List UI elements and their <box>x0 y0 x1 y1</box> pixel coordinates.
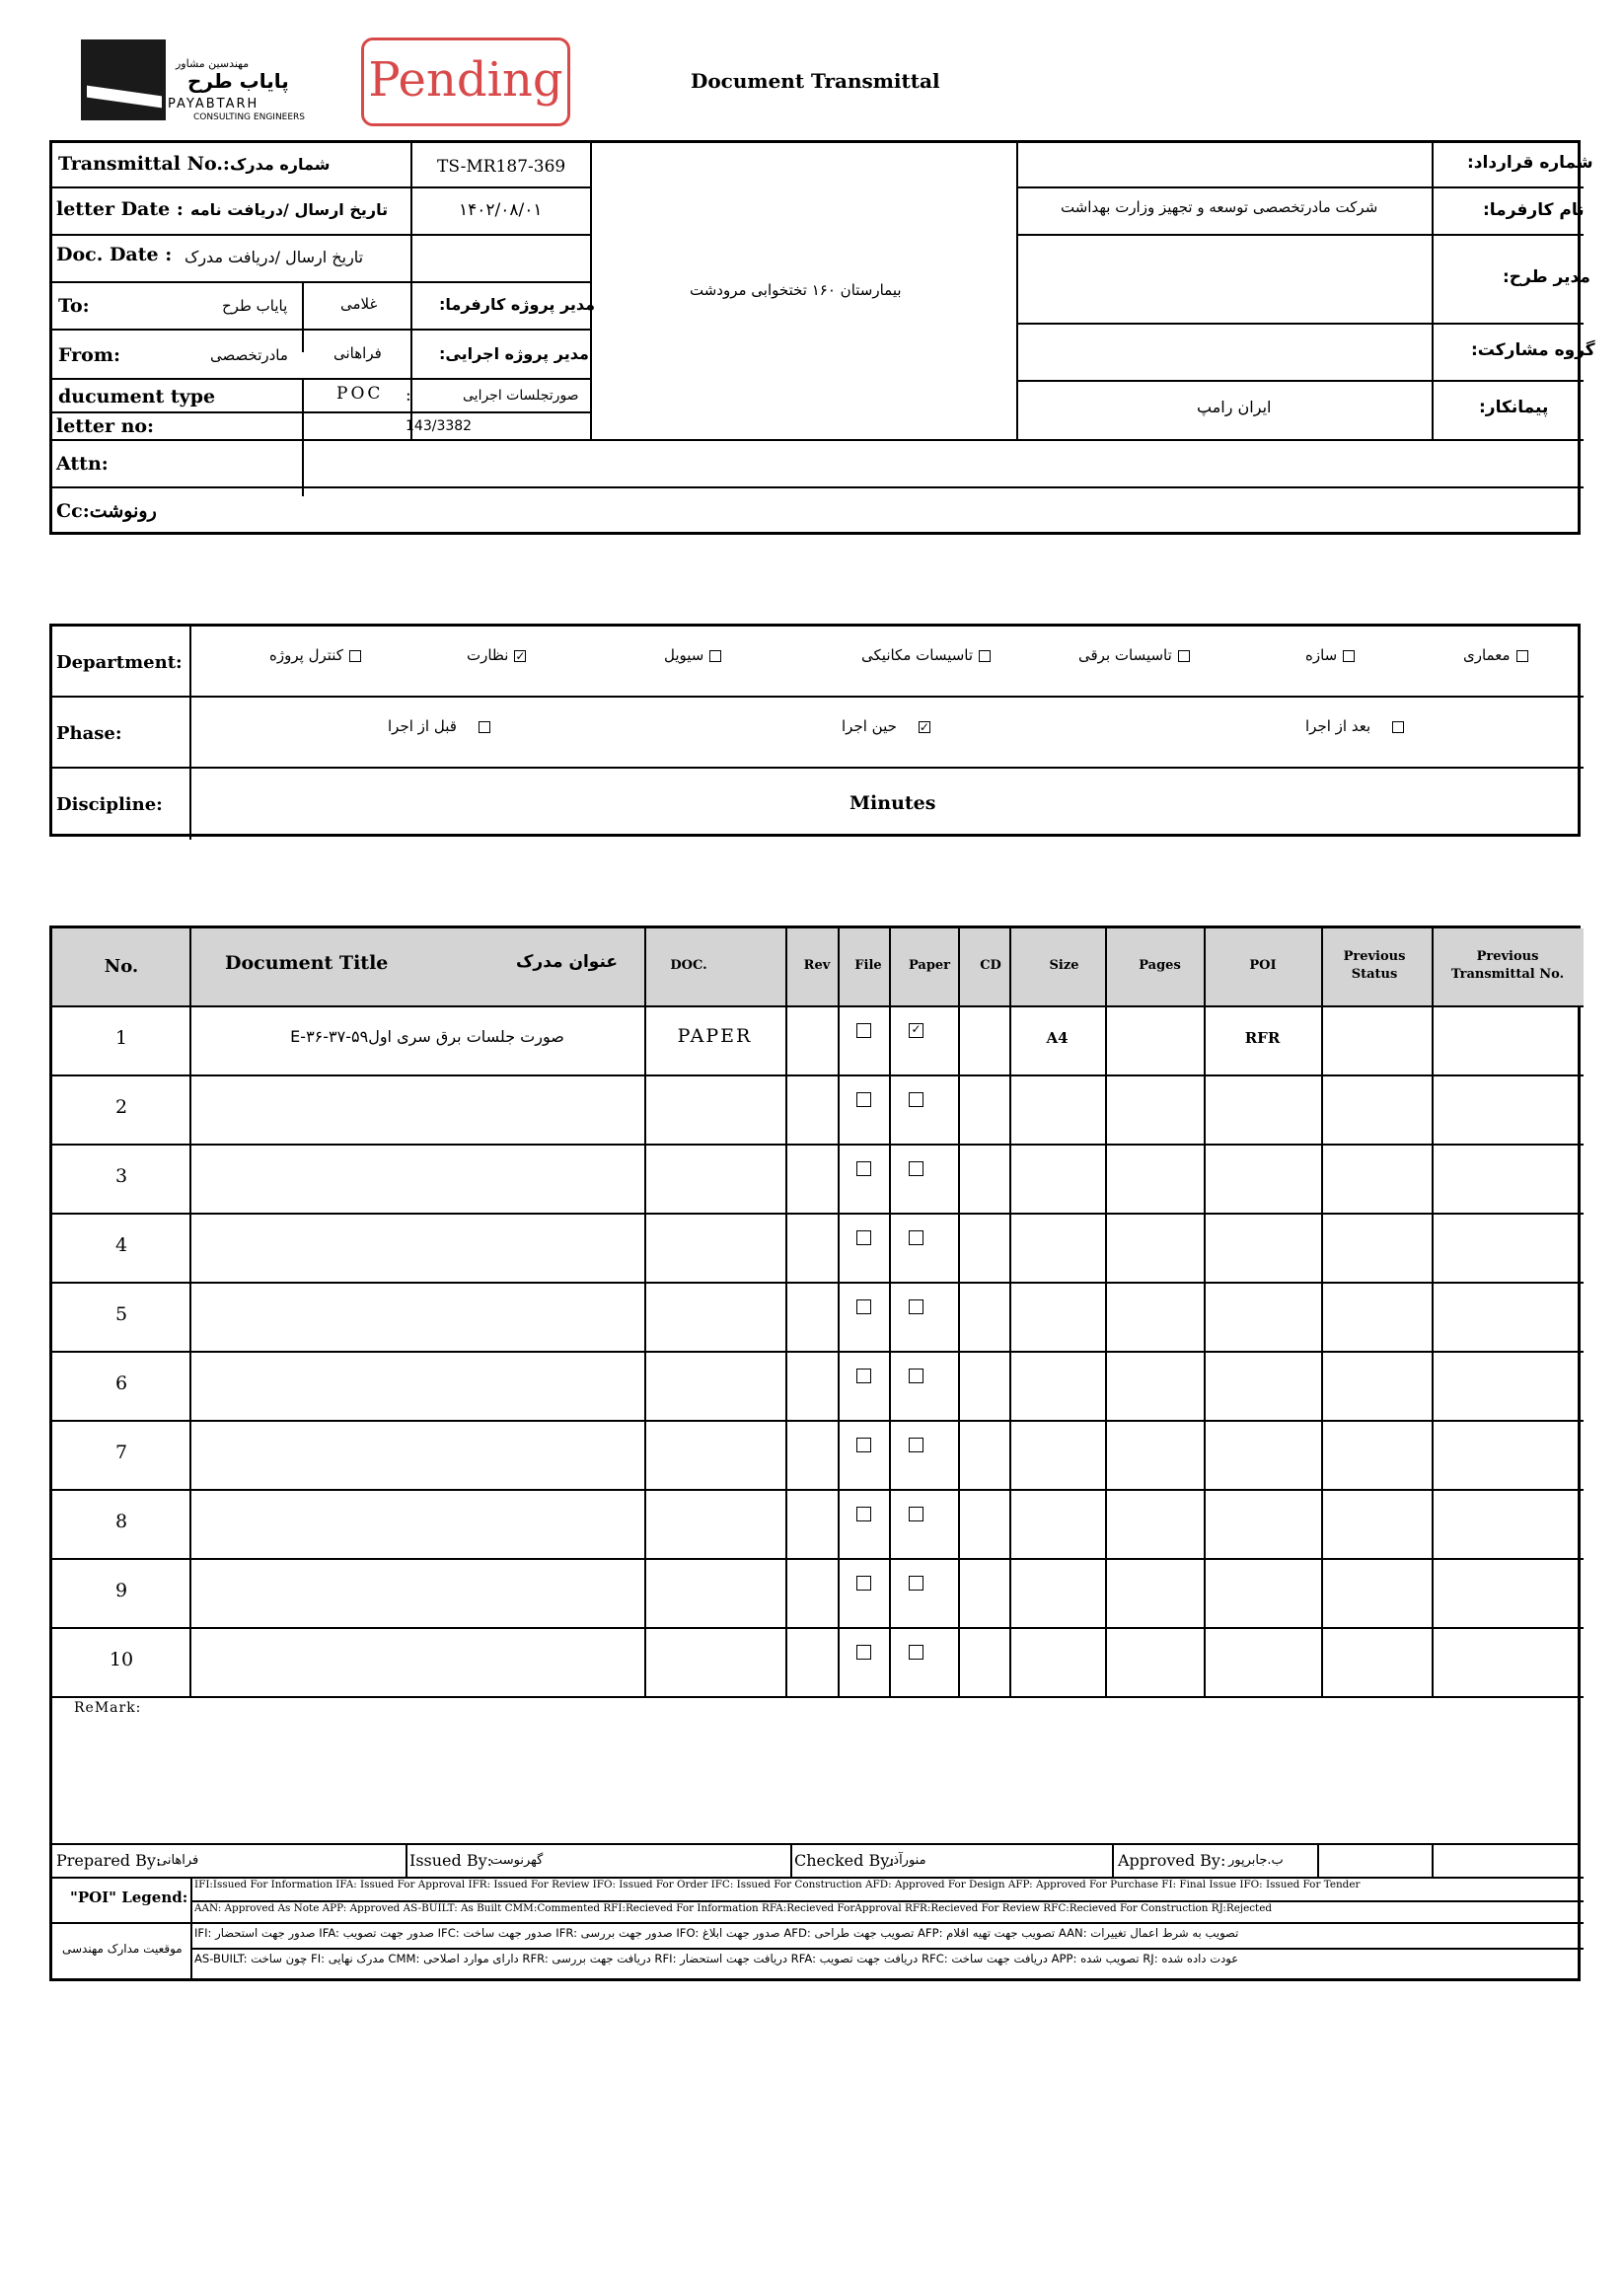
letter-date-value: ۱۴۰۲/۰۸/۰۱ <box>459 200 543 220</box>
header-prev-transmittal: Previous Transmittal No. <box>1450 949 1565 982</box>
header-file: File <box>854 958 882 973</box>
paper-checkbox[interactable] <box>909 1438 923 1452</box>
row-number: 9 <box>114 1580 128 1601</box>
file-checkbox[interactable] <box>856 1507 871 1521</box>
document-type-label: ducument type <box>58 386 216 407</box>
transmittal-no-label: Transmittal No.: <box>58 153 230 175</box>
department-checkbox[interactable] <box>1516 650 1528 662</box>
cc-label: Cc:رونوشت <box>56 500 157 522</box>
phase-checkbox[interactable] <box>1392 721 1404 733</box>
file-checkbox[interactable] <box>856 1023 871 1038</box>
header-no: No. <box>104 956 139 977</box>
poi-legend-label: "POI" Legend: <box>70 1889 188 1906</box>
logo-mark-icon <box>81 39 166 120</box>
row-divider <box>52 1005 1584 1007</box>
row-divider <box>52 1420 1584 1422</box>
row-doc: PAPER <box>677 1025 753 1047</box>
department-option[interactable] <box>1078 646 1190 664</box>
pending-stamp: Pending <box>361 37 570 126</box>
partnership-label: گروه مشارکت: <box>1471 340 1595 360</box>
paper-checkbox[interactable]: ✓ <box>909 1023 923 1038</box>
poi-legend-line3: IFI: صدور جهت استحضار IFA: صدور جهت تصویب IFC: صدور جهت ساخت IFR: صدور جهت بررسی IFO: صدور جهت ابلاغ AFD: تصویب جهت طراحی AFP: تصویب جهت تهیه اقلام AAN: تصویب به شرط اعمال تغییرات <box>194 1926 1239 1940</box>
department-option[interactable] <box>1305 646 1355 664</box>
file-checkbox[interactable] <box>856 1576 871 1591</box>
row-number: 5 <box>114 1303 128 1325</box>
file-checkbox[interactable] <box>856 1230 871 1245</box>
paper-checkbox[interactable] <box>909 1161 923 1176</box>
department-checkbox[interactable] <box>709 650 721 662</box>
column-divider <box>1105 928 1107 1696</box>
phase-option-label: بعد از اجرا <box>1305 717 1371 735</box>
logo-en-name: PAYABTARH <box>168 97 259 111</box>
phase-option[interactable] <box>388 717 490 735</box>
file-checkbox[interactable] <box>856 1161 871 1176</box>
phase-checkbox[interactable]: ✓ <box>919 719 929 734</box>
department-checkbox[interactable] <box>349 650 361 662</box>
discipline-label: Discipline: <box>56 794 163 815</box>
contract-no-label: شماره قرارداد: <box>1467 153 1593 173</box>
document-type-value: POC <box>336 384 384 404</box>
file-checkbox[interactable] <box>856 1645 871 1660</box>
department-option[interactable] <box>861 646 991 664</box>
prepared-by-label: Prepared By: <box>56 1851 162 1870</box>
header-paper: Paper <box>908 958 951 973</box>
employer-value: شرکت مادرتخصصی توسعه و تجهیز وزارت بهداشت <box>1061 198 1378 216</box>
paper-checkbox[interactable] <box>909 1369 923 1383</box>
documents-table <box>49 926 1581 1981</box>
row-number: 6 <box>114 1372 128 1394</box>
row-divider <box>52 1074 1584 1076</box>
phase-checkbox[interactable] <box>479 721 490 733</box>
phase-option-label: قبل از اجرا <box>388 717 457 735</box>
poi-legend-line1: IFI:Issued For Information IFA: Issued For Approval IFR: Issued For Review IFO: Issued For Order IFC: Issued For Construction AFD: Approved For Design AFP: Approved For Purchase FI: Final Issue IFO: Issued For Tender <box>194 1879 1361 1890</box>
engineering-status-label: موقعیت مدارک مهندسی <box>62 1942 183 1956</box>
transmittal-no-value: TS-MR187-369 <box>437 157 566 177</box>
phase-option[interactable] <box>842 717 930 735</box>
header-cd: CD <box>980 958 1001 973</box>
paper-checkbox[interactable] <box>909 1576 923 1591</box>
department-option[interactable] <box>269 646 361 664</box>
poi-legend-line4: AS-BUILT: چون ساخت FI: مدرک نهایی CMM: دارای موارد اصلاحی RFR: دریافت جهت بررسی RFI: دریافت جهت استحضار RFA: دریافت جهت تصویب RFC: دریافت جهت ساخت APP: تصویب شده RJ: عودت داده شده <box>194 1952 1239 1965</box>
header-size: Size <box>1049 958 1079 973</box>
row-size: A4 <box>1046 1029 1069 1047</box>
header-rev: Rev <box>803 958 831 973</box>
remark-label: ReMark: <box>74 1700 142 1716</box>
issued-by-value: گهرنوست <box>490 1853 544 1868</box>
header-pages: Pages <box>1139 958 1181 973</box>
contractor-label: پیمانکار: <box>1479 398 1549 417</box>
paper-checkbox[interactable] <box>909 1299 923 1314</box>
department-option-label: تاسیسات برقی <box>1078 646 1172 664</box>
row-divider <box>52 1489 1584 1491</box>
phase-label: Phase: <box>56 723 122 744</box>
row-divider <box>52 1213 1584 1215</box>
row-number: 7 <box>114 1442 128 1463</box>
to-label: To: <box>58 295 90 317</box>
paper-checkbox[interactable] <box>909 1507 923 1521</box>
attn-label: Attn: <box>56 453 109 475</box>
to-person: غلامی <box>340 295 378 313</box>
prepared-by-value: فراهانی <box>157 1853 199 1868</box>
checked-by-label: Checked By: <box>794 1851 895 1870</box>
transmittal-info-table <box>49 140 1595 535</box>
header-prev-status: Previous Status <box>1343 949 1406 982</box>
row-number: 3 <box>114 1165 128 1187</box>
row-number: 10 <box>109 1649 134 1670</box>
logo-fa-subtitle: مهندسین مشاور <box>176 57 250 70</box>
department-option[interactable] <box>1463 646 1528 664</box>
logo-fa-name: پایاب طرح <box>187 69 289 93</box>
letter-no-value: 143/3382 <box>406 418 473 434</box>
file-checkbox[interactable] <box>856 1299 871 1314</box>
column-divider <box>889 928 891 1696</box>
header-title-fa: عنوان مدرک <box>516 952 619 972</box>
doc-date-label-fa: تاریخ ارسال /دریافت مدرک <box>185 248 364 266</box>
row-number: 1 <box>114 1027 128 1049</box>
phase-option-label: حین اجرا <box>842 717 897 735</box>
page-title: Document Transmittal <box>691 69 940 93</box>
header-poi: POI <box>1249 958 1277 973</box>
row-divider <box>52 1282 1584 1284</box>
document-type-colon: : <box>406 386 411 406</box>
to-role: مدیر پروژه کارفرما: <box>439 295 596 314</box>
logo-en-subtitle: CONSULTING ENGINEERS <box>193 112 306 122</box>
department-option-label: سازه <box>1305 646 1338 664</box>
file-checkbox[interactable] <box>856 1438 871 1452</box>
employer-label: نام کارفرما: <box>1483 200 1585 220</box>
classification-table <box>49 624 1581 837</box>
department-option[interactable] <box>467 646 526 664</box>
discipline-value: Minutes <box>849 792 936 814</box>
row-divider <box>52 1351 1584 1353</box>
column-divider <box>958 928 960 1696</box>
header-doc: DOC. <box>670 958 707 973</box>
design-manager-label: مدیر طرح: <box>1503 267 1590 287</box>
department-option[interactable] <box>664 646 721 664</box>
row-title: صورت جلسات برق سری اول۵۹-۳۷-۳۶-E <box>290 1027 564 1046</box>
row-poi: RFR <box>1244 1029 1281 1047</box>
file-checkbox[interactable] <box>856 1369 871 1383</box>
department-label: Department: <box>56 652 183 673</box>
from-role: مدیر پروژه اجرایی: <box>439 344 589 363</box>
paper-checkbox[interactable] <box>909 1230 923 1245</box>
paper-checkbox[interactable] <box>909 1645 923 1660</box>
header-title: Document Title <box>225 952 389 974</box>
column-divider <box>1321 928 1323 1696</box>
file-checkbox[interactable] <box>856 1092 871 1107</box>
row-divider <box>52 1696 1584 1698</box>
to-org: پایاب طرح <box>222 297 288 315</box>
letter-date-label: letter Date : <box>56 198 184 220</box>
row-number: 4 <box>114 1234 128 1256</box>
column-divider <box>785 928 787 1696</box>
project-name: بیمارستان ۱۶۰ تختخوابی مرودشت <box>690 281 902 299</box>
department-option-label: کنترل پروژه <box>269 646 343 664</box>
phase-option[interactable] <box>1305 717 1404 735</box>
doc-date-label: Doc. Date : <box>56 244 173 265</box>
column-divider <box>1432 928 1434 1696</box>
row-divider <box>52 1627 1584 1629</box>
document-type-fa: صورتجلسات اجرایی <box>463 388 579 404</box>
from-org: مادرتخصصی <box>210 346 288 364</box>
transmittal-no-label-fa: شماره مدرک <box>230 155 331 174</box>
department-checkbox[interactable]: ✓ <box>515 648 526 663</box>
department-option-label: نظارت <box>467 646 509 664</box>
paper-checkbox[interactable] <box>909 1092 923 1107</box>
issued-by-label: Issued By: <box>409 1851 493 1870</box>
department-option-label: تاسیسات مکانیکی <box>861 646 974 664</box>
row-number: 2 <box>114 1096 128 1118</box>
checked-by-value: منورآذر <box>887 1853 926 1868</box>
department-checkbox[interactable] <box>1178 650 1190 662</box>
approved-by-value: ب.جابرپور <box>1228 1853 1284 1868</box>
row-number: 8 <box>114 1511 128 1532</box>
row-divider <box>52 1558 1584 1560</box>
column-divider <box>838 928 840 1696</box>
from-label: From: <box>58 344 120 366</box>
letter-date-label-fa: تاریخ ارسال /دریافت نامه <box>190 200 389 219</box>
signature-legend-block <box>49 1843 1581 1981</box>
contractor-value: ایران رامپ <box>1197 398 1272 416</box>
from-person: فراهانی <box>333 344 382 362</box>
department-option-label: سیویل <box>664 646 704 664</box>
letter-no-label: letter no: <box>56 415 155 437</box>
department-checkbox[interactable] <box>979 650 991 662</box>
poi-legend-line2: AAN: Approved As Note APP: Approved AS-BUILT: As Built CMM:Commented RFI:Recieved For Information RFA:Recieved ForApproval RFR:Recieved For Review RFC:Recieved For Construction RJ:Rejected <box>194 1902 1273 1914</box>
row-divider <box>52 1144 1584 1146</box>
approved-by-label: Approved By: <box>1118 1851 1226 1870</box>
department-checkbox[interactable] <box>1343 650 1355 662</box>
department-option-label: معماری <box>1463 646 1511 664</box>
company-logo <box>81 39 306 128</box>
